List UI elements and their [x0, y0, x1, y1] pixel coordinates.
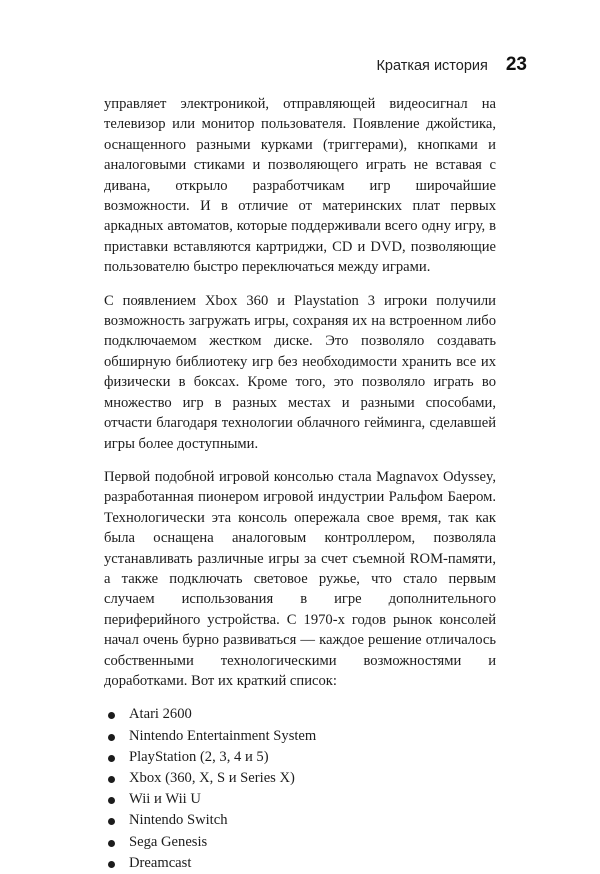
list-item: [104, 726, 496, 746]
list-item-label: Nintendo Switch: [129, 812, 228, 829]
bullet-icon: [108, 797, 115, 804]
console-list: [104, 704, 496, 873]
page-header: [376, 54, 527, 76]
list-item-label: PlayStation (2, 3, 4 и 5): [129, 748, 269, 765]
list-item: [104, 853, 496, 873]
bullet-icon: [108, 840, 115, 847]
list-item-label: Xbox (360, X, S и Series X): [129, 769, 295, 786]
list-item: [104, 704, 496, 724]
page-body: [104, 94, 496, 874]
list-item-label: Atari 2600: [129, 706, 192, 723]
bullet-icon: [108, 734, 115, 741]
paragraph-3: Первой подобной игровой консолью стала Magnavox Odyssey, разработанная пионером игровой индустрии Ральфом Баером. Технологически эта консоль опережала свое время, так как была оснащена аналоговым контроллером, позволяла устанавливать различные игры за счет съемной ROM-памяти, а также подключать световое ружье, что стало первым случаем использования в игре дополнительного периферийного устройства. С 1970-х годов рынок консолей начал очень бурно развиваться — каждое решение отличалось собственными технологическими возможностями и доработками. Вот их краткий список:: [104, 468, 496, 689]
paragraph-2: С появлением Xbox 360 и Playstation 3 игроки получили возможность загружать игры, сохраняя их на встроенном либо подключаемом жестком диске. Это позволяло создавать обширную библиотеку игр без необходимости хранить все их физически в боксах. Кроме того, это позволяло играть во множество игр в разных местах и разными способами, отчасти благодаря технологии облачного гейминга, сделавшей игры более доступными.: [104, 292, 496, 452]
list-item-label: Dreamcast: [129, 854, 192, 871]
bullet-icon: [108, 712, 115, 719]
bullet-icon: [108, 755, 115, 762]
list-item-label: Wii и Wii U: [129, 791, 201, 808]
list-item: [104, 768, 496, 788]
list-item-label: Sega Genesis: [129, 833, 208, 850]
running-title: Краткая история: [376, 58, 488, 74]
bullet-icon: [108, 776, 115, 783]
page-number: 23: [505, 54, 527, 75]
list-item: [104, 810, 496, 830]
list-item: [104, 789, 496, 809]
bullet-icon: [108, 861, 115, 868]
list-item-label: Nintendo Entertainment System: [129, 727, 317, 744]
paragraph-1: управляет электроникой, отправляющей видеосигнал на телевизор или монитор пользователя. Появление джойстика, оснащенного разными курками (триггерами), кнопками и аналоговыми стиками и позволяющего играть не вставая с дивана, открыло разработчикам игр широчайшие возможности. И в отличие от материнских плат первых аркадных автоматов, которые поддерживали всего одну игру, в приставки вставляются картриджи, CD и DVD, позволяющие пользователю быстро переключаться между играми.: [104, 96, 496, 276]
bullet-icon: [108, 818, 115, 825]
list-item: [104, 832, 496, 852]
